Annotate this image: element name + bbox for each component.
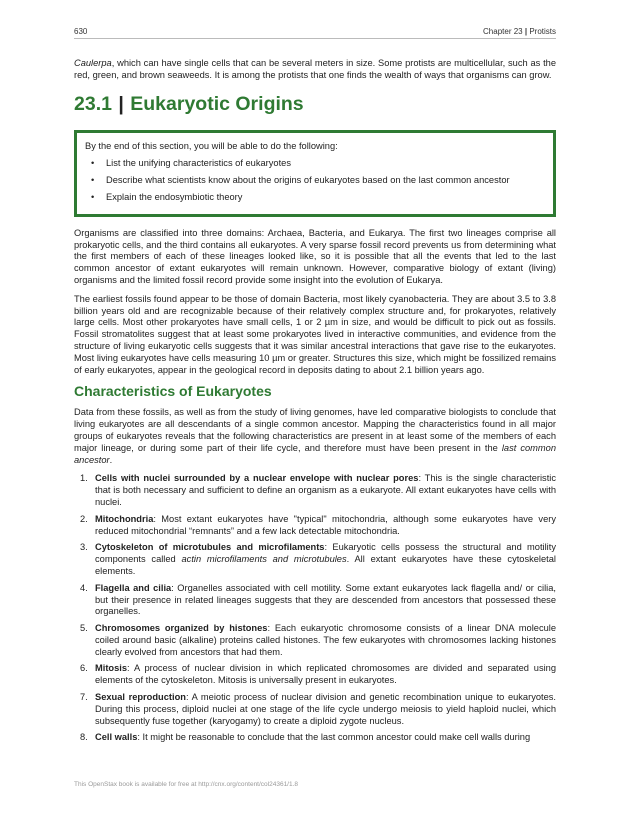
section-number: 23.1 [74,92,112,115]
paragraph-italic: last common ancestor [74,442,556,465]
section-title-text: Eukaryotic Origins [130,92,304,115]
bullet-icon: • [91,175,95,186]
body-paragraph: Organisms are classified into three domains: Archaea, Bacteria, and Eukarya. The first two lineages comprise all prokaryotic cells, and the third contains all eukaryotes. A very sparse fossil record prevents us from determining what the first members of each of these lineages looked like, so it is possible that all the events that led to the last common ancestor of extant eukaryotes will remain unknown. However, comparative biology of extant (living) organisms and the limited fossil record provide some insight into the evolution of Eukarya. [74,227,556,285]
page-footer: This OpenStax book is available for free at http://cnx.org/content/col24361/1.8 [74,781,299,788]
paragraph-text: Data from these fossils, as well as from the study of living genomes, have led comparative biologists to conclude that living eukaryotes are all descendants of a single common ancestor. Mapping the characteristics found in all major groups of eukaryotes reveals that the following characteristics are present in at least some of the members of each major lineage, or during some part of their life cycle, and therefore must have been present in the [74,407,556,453]
objective-item [85,192,543,204]
objectives-list [85,158,543,203]
list-item [74,514,556,538]
item-term: Cytoskeleton of microtubules and microfilaments [95,542,325,553]
item-text: : Each eukaryotic chromosome consists of a linear DNA molecule coiled around basic (alkaline) proteins called histones. The few eukaryotes with chromosomes lacking histones clearly evolved from ancestors that had them. [95,623,556,657]
paragraph-text-end: . [109,454,113,465]
item-number: 1. [80,473,88,484]
page-content [74,58,556,749]
chapter-label [483,27,556,37]
item-term: Cells with nuclei surrounded by a nuclear envelope with nuclear pores [95,473,419,484]
objective-text: Explain the endosymbiotic theory [106,191,243,202]
body-paragraph [74,407,556,466]
chapter-topic: Protists [529,27,556,36]
bullet-icon: • [91,158,95,169]
list-item [74,542,556,577]
item-text: : It might be reasonable to conclude that the last common ancestor could make cell walls during [137,732,531,743]
objective-item [85,175,543,187]
learning-objectives-box [74,130,556,217]
item-term: Sexual reproduction [95,692,186,703]
item-term: Mitosis [95,663,128,674]
subsection-title: Characteristics of Eukaryotes [74,383,272,400]
item-term: Mitochondria [95,513,154,524]
item-number: 7. [80,692,88,703]
objectives-lead: By the end of this section, you will be able to do the following: [85,140,338,151]
list-item [74,623,556,658]
section-separator: | [118,92,124,115]
objective-item [85,158,543,170]
list-item [74,473,556,508]
characteristics-list [74,473,556,744]
item-number: 5. [80,623,88,634]
item-number: 4. [80,582,88,593]
list-item [74,732,556,744]
list-item [74,692,556,727]
objective-text: List the unifying characteristics of eukaryotes [106,158,291,169]
item-number: 3. [80,542,88,553]
item-text-end: . All extant eukaryotes have these cytoskeletal elements. [95,554,556,576]
item-number: 2. [80,513,88,524]
section-title [74,92,556,116]
item-text: : A process of nuclear division in which replicated chromosomes are divided and separated using elements of the cytoskeleton. Mitosis is universally present in eukaryotes. [95,663,556,686]
intro-italic: Caulerpa [74,58,112,68]
item-term: Flagella and cilia [95,582,172,593]
item-text: : Eukaryotic cells possess the structural and motility components called [95,542,556,565]
list-item [74,663,556,687]
chapter-name: Chapter 23 [483,27,523,36]
item-number: 8. [80,732,88,743]
item-number: 6. [80,663,88,674]
objective-text: Describe what scientists know about the origins of eukaryotes based on the last common ancestor [106,175,510,186]
list-item [74,583,556,618]
header-rule [74,38,556,39]
bullet-icon: • [91,191,95,202]
intro-paragraph [74,58,556,82]
chapter-separator: | [524,27,528,36]
item-term: Chromosomes organized by histones [95,623,268,634]
item-text: : Most extant eukaryotes have "typical" mitochondria, although some eukaryotes have very reduced mitochondrial “remnants” and a few lack detectable mitochondria. [95,513,556,536]
item-text: : This is the single characteristic that is both necessary and sufficient to define an organism as a eukaryote. All extant eukaryotes have cells with nuclei. [95,473,556,507]
item-term: Cell walls [95,732,138,743]
item-text: : A meiotic process of nuclear division and genetic recombination unique to eukaryotes. During this process, diploid nuclei at one stage of the life cycle undergo meiosis to yield haploid nuclei, which subsequently fuse together (karyogamy) to create a diploid zygote nucleus. [95,692,557,726]
item-italic: actin microfilaments and microtubules [181,554,347,565]
page-number: 630 [74,27,88,36]
body-paragraph: The earliest fossils found appear to be those of domain Bacteria, most likely cyanobacteria. They are about 3.5 to 3.8 billion years old and are recognizable because of their relatively complex structure and, for prokaryotes, relatively large cells. Most other prokaryotes have small cells, 1 or 2 µm in size, and would be difficult to pick out as fossils. Fossil stromatolites suggest that at least some prokaryotes lived in interactive communities, and evidence from the structure of living eukaryotic cells suggests that it was similar ancestral interactions that gave rise to the eukaryotes. Most living eukaryotes have cells measuring 10 µm or greater. Structures this size, which might be fossilized remains of early eukaryotes, appear in the geological record in deposits dating to about 2.1 billion years ago. [74,293,556,375]
item-text: : Organelles associated with cell motility. Some extant eukaryotes lack flagella and/ or cilia, but their presence in related lineages suggests that they are descended from ancestors that possessed these organelles. [95,582,556,617]
intro-text: , which can have single cells that can be several meters in size. Some protists are multicellular, such as the red, green, and brown seaweeds. It is among the protists that one finds the wealth of ways that organisms can grow. [74,58,556,80]
